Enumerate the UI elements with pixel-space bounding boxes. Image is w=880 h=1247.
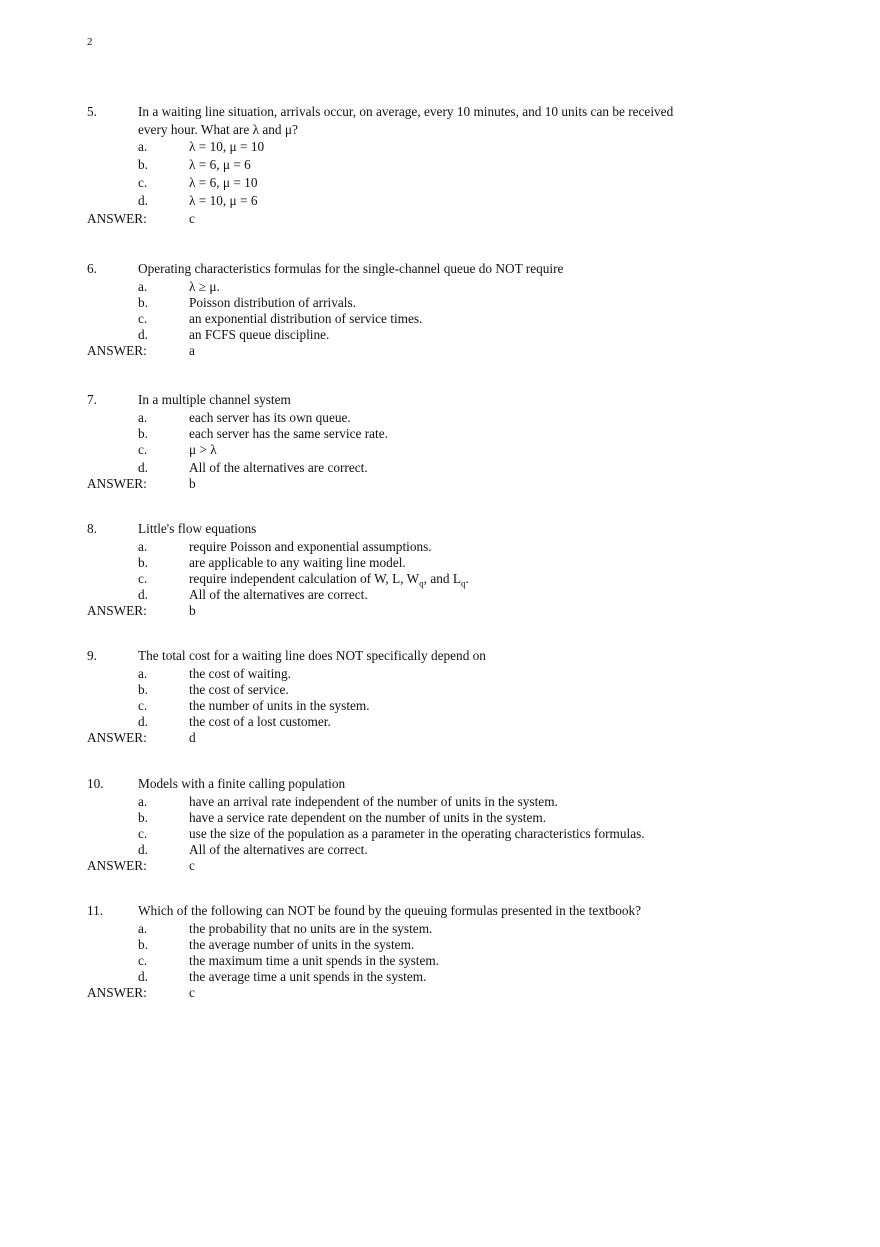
- option-letter: d.: [138, 841, 148, 857]
- option-letter: b.: [138, 681, 148, 697]
- option-text: All of the alternatives are correct.: [189, 841, 368, 857]
- option-text: λ = 10, μ = 6: [189, 193, 258, 208]
- answer-label: ANSWER:: [87, 342, 147, 358]
- answer-label: ANSWER:: [87, 211, 147, 226]
- question-stem: Which of the following can NOT be found by the queuing formulas presented in the textbook?: [138, 903, 642, 918]
- option-text: All of the alternatives are correct.: [189, 459, 368, 475]
- question-number: 5.: [87, 104, 97, 119]
- option-a: [87, 139, 787, 157]
- question-number: 11.: [87, 903, 104, 918]
- option-b: [87, 295, 787, 311]
- option-text: have an arrival rate independent of the number of units in the system.: [189, 793, 558, 809]
- answer-row: [87, 730, 787, 746]
- answer-label: ANSWER:: [87, 857, 147, 873]
- option-text: have a service rate dependent on the number of units in the system.: [189, 809, 547, 825]
- answer-value: b: [189, 475, 196, 491]
- option-text: λ = 6, μ = 6: [189, 157, 251, 172]
- option-c: [87, 826, 787, 842]
- question-stem: The total cost for a waiting line does NOT specifically depend on: [138, 648, 486, 663]
- answer-row: [87, 858, 787, 874]
- option-text: Poisson distribution of arrivals.: [189, 294, 356, 310]
- option-text-part: .: [465, 570, 469, 586]
- option-letter: c.: [138, 310, 148, 326]
- option-text: λ = 10, μ = 10: [189, 139, 265, 154]
- question-stem: Models with a finite calling population: [138, 776, 346, 791]
- option-c: [87, 953, 787, 969]
- option-a: [87, 794, 787, 810]
- option-c: [87, 311, 787, 327]
- answer-value: d: [189, 729, 196, 745]
- option-text: an exponential distribution of service times.: [189, 310, 423, 326]
- subscript-q: q: [419, 578, 424, 589]
- question-number: 7.: [87, 392, 97, 407]
- answer-row: [87, 603, 787, 619]
- option-letter: d.: [138, 326, 148, 342]
- question-11: [87, 903, 787, 1001]
- question-stem-continuation: every hour. What are λ and μ?: [138, 121, 298, 137]
- option-text: the cost of service.: [189, 681, 289, 697]
- answer-row: [87, 985, 787, 1001]
- option-text: λ = 6, μ = 10: [189, 175, 258, 190]
- answer-row: [87, 211, 787, 227]
- question-10: [87, 776, 787, 874]
- option-letter: a.: [138, 409, 148, 425]
- option-letter: c.: [138, 952, 148, 968]
- option-b: [87, 937, 787, 953]
- option-d: [87, 714, 787, 730]
- option-letter: a.: [138, 538, 148, 554]
- option-letter: b.: [138, 425, 148, 441]
- question-stem: In a waiting line situation, arrivals occur, on average, every 10 minutes, and 10 units can be received: [138, 104, 674, 119]
- option-a: [87, 539, 787, 555]
- option-letter: a.: [138, 793, 148, 809]
- answer-value: b: [189, 602, 196, 618]
- option-letter: c.: [138, 825, 148, 841]
- question-number: 8.: [87, 521, 97, 536]
- question-stem-row: [87, 122, 787, 140]
- option-d: [87, 327, 787, 343]
- option-c: [87, 571, 787, 587]
- option-text-part: require independent calculation of W, L, W: [189, 570, 420, 586]
- option-text-part: , and L: [423, 570, 461, 586]
- option-letter: c.: [138, 697, 148, 713]
- option-letter: d.: [138, 968, 148, 984]
- option-text: the number of units in the system.: [189, 697, 370, 713]
- option-letter: c.: [138, 441, 148, 457]
- option-text: μ > λ: [189, 441, 217, 457]
- option-d: [87, 587, 787, 603]
- option-text: the cost of a lost customer.: [189, 713, 331, 729]
- option-text: are applicable to any waiting line model.: [189, 554, 406, 570]
- option-letter: c.: [138, 175, 148, 190]
- option-letter: a.: [138, 278, 148, 294]
- question-9: [87, 648, 787, 746]
- option-letter: a.: [138, 920, 148, 936]
- option-text: All of the alternatives are correct.: [189, 586, 368, 602]
- option-letter: d.: [138, 193, 148, 208]
- question-stem-row: [87, 521, 787, 539]
- option-letter: d.: [138, 713, 148, 729]
- option-letter: c.: [138, 570, 148, 586]
- option-letter: d.: [138, 459, 148, 475]
- option-a: [87, 279, 787, 295]
- answer-value: c: [189, 857, 195, 873]
- question-stem-row: [87, 776, 787, 794]
- option-d: [87, 842, 787, 858]
- option-text: λ ≥ μ.: [189, 278, 220, 294]
- option-c: [87, 698, 787, 714]
- option-text: the average time a unit spends in the system.: [189, 968, 427, 984]
- option-text: [189, 571, 469, 587]
- option-b: [87, 555, 787, 571]
- question-stem: In a multiple channel system: [138, 392, 291, 407]
- question-7: [87, 392, 787, 492]
- page-number: 2: [87, 36, 93, 48]
- answer-value: a: [189, 342, 195, 358]
- option-letter: a.: [138, 665, 148, 681]
- option-letter: b.: [138, 809, 148, 825]
- option-b: [87, 682, 787, 698]
- option-letter: a.: [138, 139, 148, 154]
- subscript-q: q: [460, 578, 466, 589]
- answer-row: [87, 343, 787, 359]
- option-text: the cost of waiting.: [189, 665, 291, 681]
- question-stem-row: [87, 648, 787, 666]
- question-8: [87, 521, 787, 619]
- question-5: [87, 104, 787, 227]
- answer-value: c: [189, 211, 195, 226]
- question-stem-row: [87, 392, 787, 410]
- option-text: the maximum time a unit spends in the system.: [189, 952, 440, 968]
- question-stem-row: [87, 903, 787, 921]
- option-c: [87, 442, 787, 460]
- answer-label: ANSWER:: [87, 475, 147, 491]
- answer-value: c: [189, 984, 195, 1000]
- question-number: 6.: [87, 261, 97, 276]
- option-letter: b.: [138, 936, 148, 952]
- answer-label: ANSWER:: [87, 602, 147, 618]
- option-b: [87, 810, 787, 826]
- option-text: use the size of the population as a parameter in the operating characteristics formulas.: [189, 825, 645, 841]
- option-d: [87, 969, 787, 985]
- option-text: the average number of units in the system.: [189, 936, 415, 952]
- option-a: [87, 921, 787, 937]
- option-letter: b.: [138, 294, 148, 310]
- option-b: [87, 426, 787, 442]
- option-text: each server has the same service rate.: [189, 425, 388, 441]
- question-number: 10.: [87, 776, 104, 791]
- option-d: [87, 460, 787, 476]
- option-text: each server has its own queue.: [189, 409, 351, 425]
- option-letter: b.: [138, 157, 148, 172]
- answer-label: ANSWER:: [87, 729, 147, 745]
- option-text: the probability that no units are in the system.: [189, 920, 433, 936]
- option-text: require Poisson and exponential assumptions.: [189, 538, 432, 554]
- option-a: [87, 410, 787, 426]
- question-stem: Operating characteristics formulas for the single-channel queue do NOT require: [138, 261, 564, 276]
- option-letter: d.: [138, 586, 148, 602]
- option-d: [87, 193, 787, 211]
- option-c: [87, 175, 787, 193]
- question-number: 9.: [87, 648, 97, 663]
- answer-label: ANSWER:: [87, 984, 147, 1000]
- option-a: [87, 666, 787, 682]
- question-stem-row: [87, 261, 787, 279]
- option-text: an FCFS queue discipline.: [189, 326, 330, 342]
- option-b: [87, 157, 787, 175]
- question-stem: Little's flow equations: [138, 521, 257, 536]
- question-6: [87, 261, 787, 359]
- question-stem-row: [87, 104, 787, 122]
- answer-row: [87, 476, 787, 492]
- option-letter: b.: [138, 554, 148, 570]
